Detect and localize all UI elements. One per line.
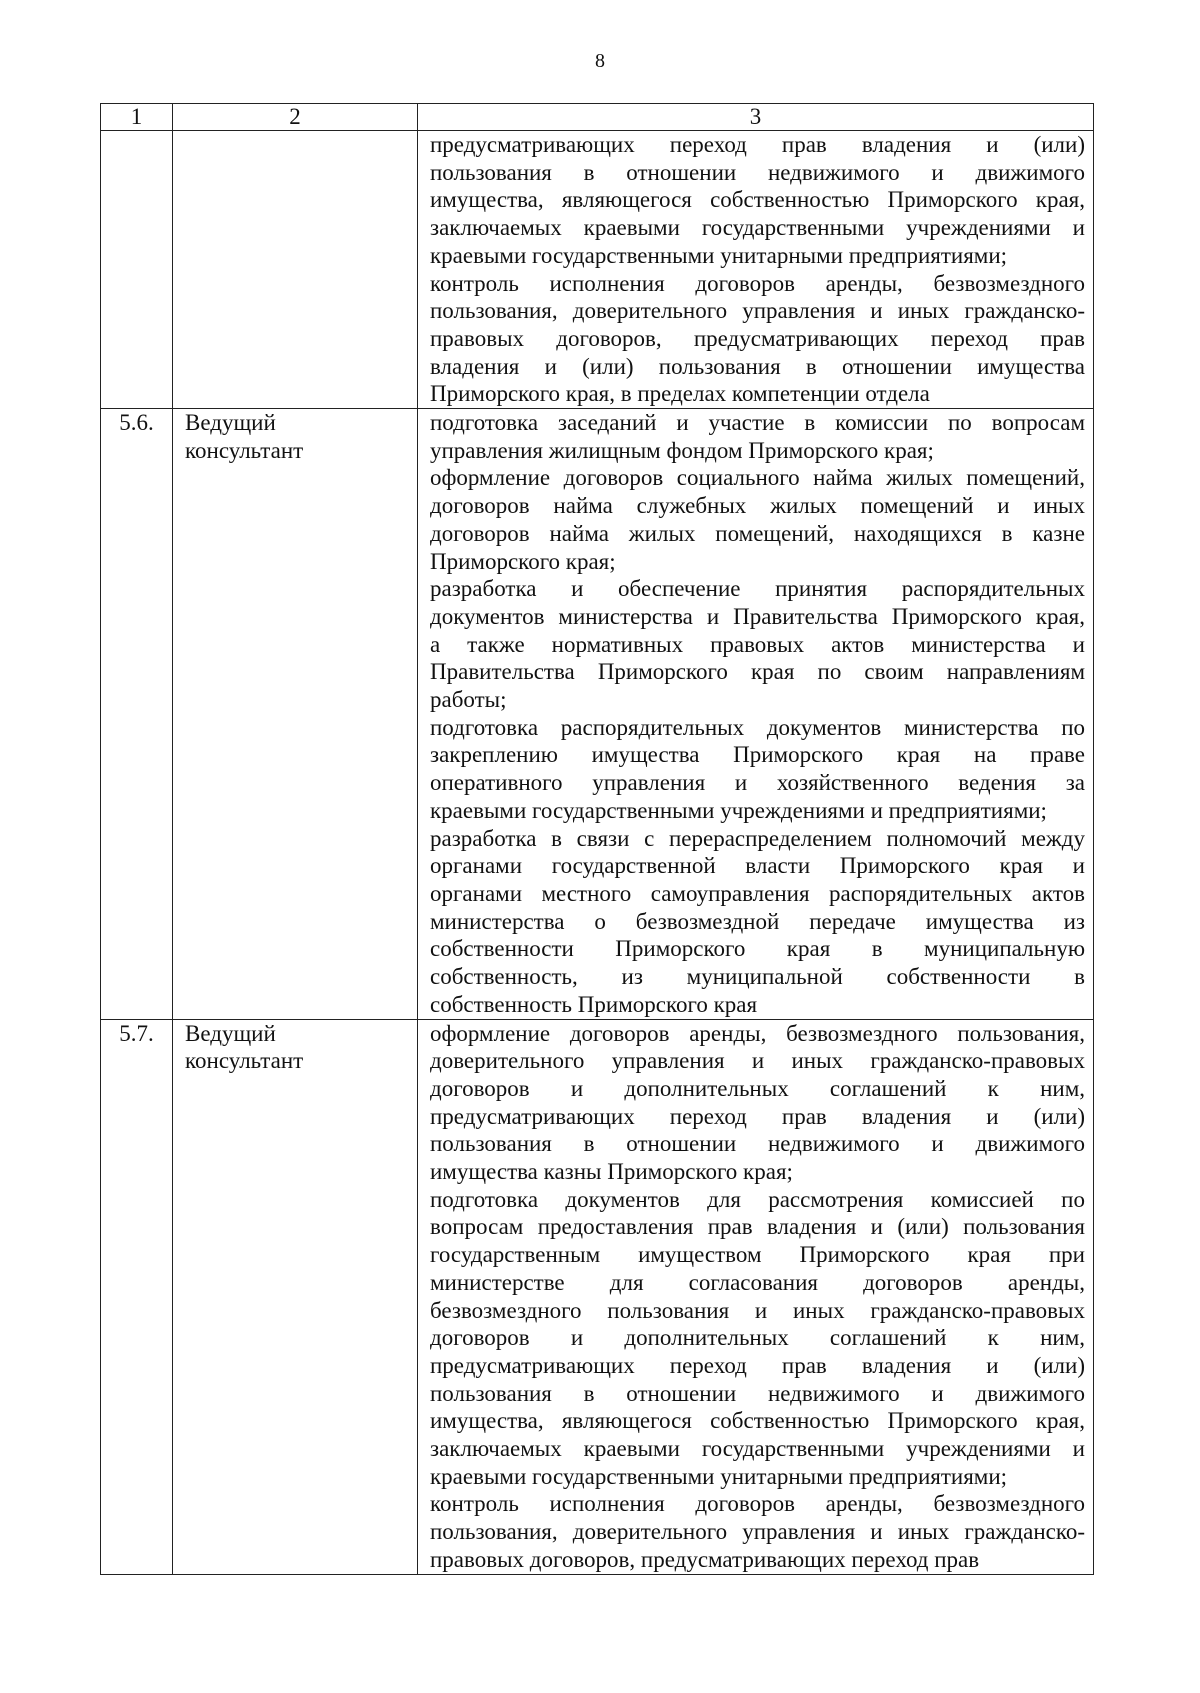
positions-table	[100, 103, 1094, 1575]
duty-paragraph	[430, 409, 1085, 464]
duty-text-line: договоров найма жилых помещений, находящихся в казне	[430, 520, 1085, 546]
page-number: 8	[595, 50, 605, 72]
duty-text-line: владения и (или) пользования в отношении имущества	[430, 353, 1085, 379]
duty-text-line: пользования в отношении недвижимого и движимого	[430, 1380, 1085, 1406]
position-title-line: консультант	[185, 1048, 304, 1074]
duty-text-line: собственность, из муниципальной собственности в	[430, 964, 1085, 990]
duties-cell	[418, 409, 1094, 1019]
duty-text-line: пользования в отношении недвижимого и движимого	[430, 1131, 1085, 1157]
table-body	[101, 131, 1094, 1575]
column-header-3: 3	[418, 104, 1094, 131]
duty-text-line: заключаемых краевыми государственными учреждениями и	[430, 1436, 1085, 1462]
duty-text-line: подготовка распорядительных документов министерства по	[430, 714, 1085, 740]
duty-text-line: органами местного самоуправления распорядительных актов	[430, 880, 1085, 906]
duty-text-line: пользования в отношении недвижимого и движимого	[430, 159, 1085, 185]
duty-text-line: разработка в связи с перераспределением полномочий между	[430, 825, 1085, 851]
duty-text-line: договоров и дополнительных соглашений к ним,	[430, 1075, 1085, 1101]
duty-text-line: договоров и дополнительных соглашений к ним,	[430, 1325, 1085, 1351]
duty-text-line: краевыми государственными унитарными предприятиями;	[430, 242, 1008, 268]
column-header-1: 1	[101, 104, 173, 131]
duty-text-line: имущества, являющегося собственностью Приморского края,	[430, 187, 1085, 213]
duty-text-line: оформление договоров аренды, безвозмездного пользования,	[430, 1020, 1085, 1046]
duty-text-line: вопросам предоставления прав владения и (или) пользования	[430, 1214, 1085, 1240]
duty-text-line: доверительного управления и иных гражданско-правовых	[430, 1048, 1085, 1074]
duty-paragraph	[430, 270, 1085, 409]
duty-text-line: органами государственной власти Приморского края и	[430, 853, 1085, 879]
duty-text-line: краевыми государственными унитарными предприятиями;	[430, 1463, 1008, 1489]
duty-text-line: безвозмездного пользования и иных гражданско-правовых	[430, 1297, 1085, 1323]
table-row	[101, 1019, 1094, 1574]
position-cell	[173, 1019, 418, 1574]
duty-text-line: Приморского края;	[430, 548, 616, 574]
row-number-cell	[101, 131, 173, 409]
duty-text-line: контроль исполнения договоров аренды, безвозмездного	[430, 270, 1085, 296]
duty-text-line: собственности Приморского края в муниципальную	[430, 936, 1085, 962]
duties-cell	[418, 131, 1094, 409]
position-cell	[173, 131, 418, 409]
duty-text-line: правовых договоров, предусматривающих переход прав	[430, 1546, 980, 1572]
duty-text-line: закреплению имущества Приморского края на праве	[430, 742, 1085, 768]
position-title-line: Ведущий	[185, 410, 276, 436]
duty-text-line: документов министерства и Правительства Приморского края,	[430, 603, 1085, 629]
duty-text-line: министерства о безвозмездной передаче имущества из	[430, 908, 1085, 934]
duty-text-line: пользования, доверительного управления и иных гражданско-	[430, 1519, 1085, 1545]
duty-paragraph	[430, 1186, 1085, 1491]
duties-cell	[418, 1019, 1094, 1574]
duty-text-line: имущества казны Приморского края;	[430, 1159, 793, 1185]
duty-text-line: предусматривающих переход прав владения и (или)	[430, 1103, 1085, 1129]
duty-text-line: правовых договоров, предусматривающих переход прав	[430, 325, 1085, 351]
duty-paragraph	[430, 575, 1085, 714]
row-number-cell: 5.7.	[101, 1019, 173, 1574]
duty-text-line: контроль исполнения договоров аренды, безвозмездного	[430, 1491, 1085, 1517]
duty-text-line: оформление договоров социального найма жилых помещений,	[430, 465, 1085, 491]
duty-paragraph	[430, 131, 1085, 270]
duty-text-line: пользования, доверительного управления и иных гражданско-	[430, 298, 1085, 324]
position-title-line: консультант	[185, 437, 304, 463]
duty-text-line: предусматривающих переход прав владения и (или)	[430, 132, 1085, 157]
duty-paragraph	[430, 1490, 1085, 1573]
position-title-line: Ведущий	[185, 1020, 276, 1046]
duty-text-line: управления жилищным фондом Приморского края;	[430, 437, 934, 463]
duty-text-line: подготовка заседаний и участие в комиссии по вопросам	[430, 410, 1085, 436]
duty-text-line: работы;	[430, 687, 507, 713]
duty-text-line: собственность Приморского края	[430, 991, 758, 1017]
duty-text-line: имущества, являющегося собственностью Приморского края,	[430, 1408, 1085, 1434]
table-header-row	[101, 104, 1094, 131]
duty-text-line: краевыми государственными учреждениями и предприятиями;	[430, 797, 1047, 823]
duty-text-line: государственным имуществом Приморского края при	[430, 1242, 1085, 1268]
duty-paragraph	[430, 464, 1085, 575]
duty-text-line: Правительства Приморского края по своим направлениям	[430, 659, 1085, 685]
column-header-2: 2	[173, 104, 418, 131]
duty-text-line: оперативного управления и хозяйственного ведения за	[430, 770, 1085, 796]
duty-paragraph	[430, 714, 1085, 825]
duty-text-line: договоров найма служебных жилых помещений и иных	[430, 493, 1085, 519]
duty-text-line: министерстве для согласования договоров аренды,	[430, 1269, 1085, 1295]
duty-text-line: а также нормативных правовых актов министерства и	[430, 631, 1085, 657]
table-row	[101, 131, 1094, 409]
duty-paragraph	[430, 1020, 1085, 1186]
duty-text-line: подготовка документов для рассмотрения комиссией по	[430, 1186, 1085, 1212]
position-cell	[173, 409, 418, 1019]
duty-text-line: предусматривающих переход прав владения и (или)	[430, 1352, 1085, 1378]
duty-paragraph	[430, 825, 1085, 1019]
duty-text-line: заключаемых краевыми государственными учреждениями и	[430, 215, 1085, 241]
duty-text-line: Приморского края, в пределах компетенции отдела	[430, 381, 930, 407]
duty-text-line: разработка и обеспечение принятия распорядительных	[430, 576, 1085, 602]
table-row	[101, 409, 1094, 1019]
row-number-cell: 5.6.	[101, 409, 173, 1019]
